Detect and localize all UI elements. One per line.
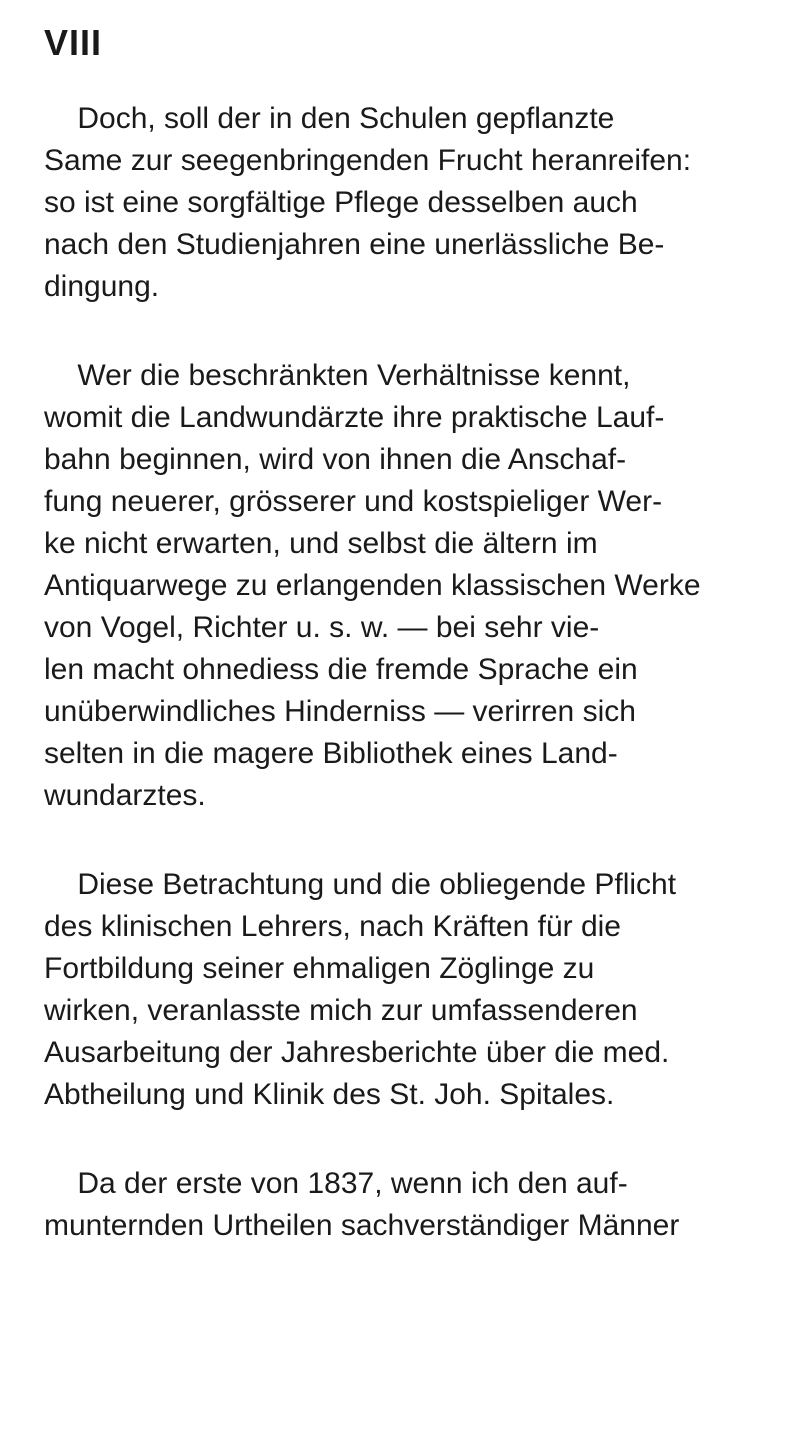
text-line: so ist eine sorgfältige Pflege desselben auch (44, 186, 638, 219)
text-line: selten in die magere Bibliothek eines Land- (44, 737, 618, 770)
text-line: unüberwindliches Hinderniss — verirren sich (44, 695, 636, 728)
text-body (44, 98, 774, 1247)
paragraph-3 (44, 864, 774, 1116)
paragraph-gap (44, 1116, 774, 1163)
text-line: Fortbildung seiner ehmaligen Zöglinge zu (44, 952, 595, 985)
text-line: des klinischen Lehrers, nach Kräften für die (44, 910, 621, 943)
text-line: nach den Studienjahren eine unerlässliche Be- (44, 228, 665, 261)
text-line: von Vogel, Richter u. s. w. — bei sehr vie- (44, 611, 600, 644)
text-line: dingung. (44, 270, 160, 303)
text-line: Wer die beschränkten Verhältnisse kennt, (44, 359, 631, 392)
text-line: Same zur seegenbringenden Frucht heranreifen: (44, 144, 692, 177)
text-line: munternden Urtheilen sachverständiger Männer (44, 1209, 680, 1242)
text-line: Ausarbeitung der Jahresberichte über die med. (44, 1036, 670, 1069)
text-line: len macht ohnediess die fremde Sprache ein (44, 653, 638, 686)
text-line: Da der erste von 1837, wenn ich den auf- (44, 1167, 628, 1200)
text-line: wirken, veranlasste mich zur umfassenderen (44, 994, 638, 1027)
text-line: womit die Landwundärzte ihre praktische Lauf- (44, 401, 665, 434)
paragraph-gap (44, 817, 774, 864)
page-number: VIII (44, 22, 103, 63)
paragraph-1 (44, 98, 774, 308)
text-line: ke nicht erwarten, und selbst die ältern im (44, 527, 598, 560)
text-line: bahn beginnen, wird von ihnen die Anschaf- (44, 443, 627, 476)
paragraph-2 (44, 355, 774, 817)
text-line: Antiquarwege zu erlangenden klassischen Werke (44, 569, 701, 602)
text-line: Diese Betrachtung und die obliegende Pflicht (44, 868, 677, 901)
text-line: fung neuerer, grösserer und kostspieliger Wer- (44, 485, 663, 518)
text-line: Abtheilung und Klinik des St. Joh. Spitales. (44, 1078, 615, 1111)
paragraph-4 (44, 1163, 774, 1247)
text-line: wundarztes. (44, 779, 206, 812)
paragraph-gap (44, 308, 774, 355)
text-line: Doch, soll der in den Schulen gepflanzte (44, 102, 615, 135)
